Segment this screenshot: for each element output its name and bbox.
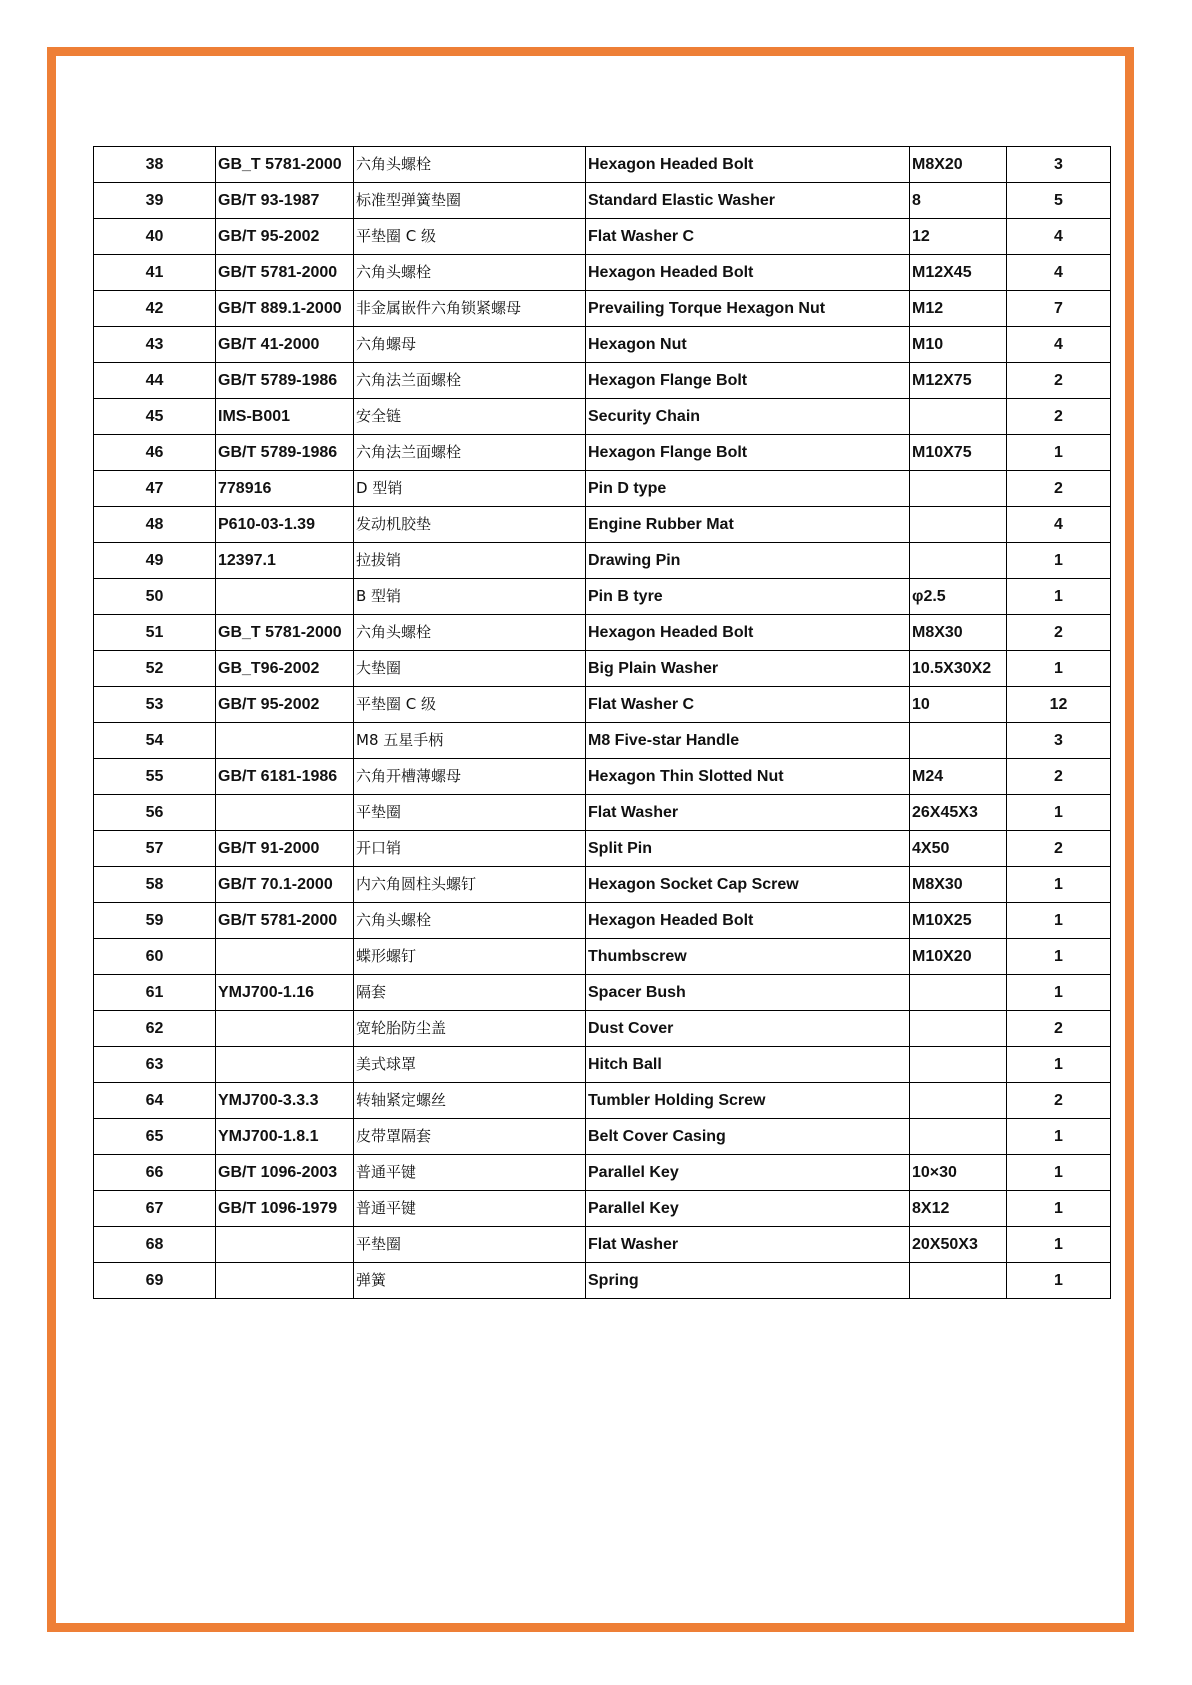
table-row [94,255,1111,291]
standard-code-cell: GB_T96-2002 [216,651,354,687]
standard-code-cell: GB/T 95-2002 [216,687,354,723]
table-row [94,543,1111,579]
english-name-cell: Hexagon Thin Slotted Nut [586,759,910,795]
english-name-cell: Hexagon Flange Bolt [586,435,910,471]
item-number-cell: 67 [94,1191,216,1227]
quantity-cell: 1 [1007,795,1111,831]
table-row [94,1191,1111,1227]
standard-code-cell: GB/T 95-2002 [216,219,354,255]
english-name-cell: Belt Cover Casing [586,1119,910,1155]
quantity-cell: 1 [1007,1155,1111,1191]
quantity-cell: 1 [1007,1263,1111,1299]
item-number-cell: 56 [94,795,216,831]
standard-code-cell: GB/T 5781-2000 [216,255,354,291]
english-name-cell: Hexagon Flange Bolt [586,363,910,399]
quantity-cell: 1 [1007,1119,1111,1155]
table-row [94,507,1111,543]
specification-cell: M10X75 [910,435,1007,471]
item-number-cell: 42 [94,291,216,327]
table-row [94,1047,1111,1083]
table-row [94,759,1111,795]
english-name-cell: Hexagon Headed Bolt [586,903,910,939]
quantity-cell: 2 [1007,759,1111,795]
chinese-name-cell: 六角头螺栓 [354,255,586,291]
quantity-cell: 1 [1007,543,1111,579]
table-row [94,399,1111,435]
specification-cell: 10.5X30X2 [910,651,1007,687]
quantity-cell: 1 [1007,1191,1111,1227]
specification-cell: M10 [910,327,1007,363]
item-number-cell: 54 [94,723,216,759]
english-name-cell: Spacer Bush [586,975,910,1011]
item-number-cell: 43 [94,327,216,363]
quantity-cell: 2 [1007,471,1111,507]
table-row [94,1119,1111,1155]
table-row [94,1155,1111,1191]
table-row [94,939,1111,975]
item-number-cell: 50 [94,579,216,615]
parts-table [93,146,1111,1299]
specification-cell [910,471,1007,507]
english-name-cell: Security Chain [586,399,910,435]
standard-code-cell: GB/T 41-2000 [216,327,354,363]
specification-cell: M10X20 [910,939,1007,975]
table-row [94,903,1111,939]
specification-cell: 8X12 [910,1191,1007,1227]
standard-code-cell: GB/T 1096-1979 [216,1191,354,1227]
standard-code-cell [216,1011,354,1047]
quantity-cell: 2 [1007,399,1111,435]
quantity-cell: 5 [1007,183,1111,219]
item-number-cell: 62 [94,1011,216,1047]
chinese-name-cell: 美式球罩 [354,1047,586,1083]
standard-code-cell: YMJ700-1.16 [216,975,354,1011]
english-name-cell: Pin D type [586,471,910,507]
quantity-cell: 1 [1007,1227,1111,1263]
quantity-cell: 1 [1007,435,1111,471]
item-number-cell: 59 [94,903,216,939]
chinese-name-cell: 标准型弹簧垫圈 [354,183,586,219]
item-number-cell: 40 [94,219,216,255]
item-number-cell: 48 [94,507,216,543]
chinese-name-cell: 弹簧 [354,1263,586,1299]
chinese-name-cell: 六角头螺栓 [354,615,586,651]
quantity-cell: 2 [1007,1011,1111,1047]
table-row [94,687,1111,723]
specification-cell [910,1011,1007,1047]
chinese-name-cell: 拉拔销 [354,543,586,579]
item-number-cell: 66 [94,1155,216,1191]
quantity-cell: 4 [1007,219,1111,255]
item-number-cell: 64 [94,1083,216,1119]
chinese-name-cell: 非金属嵌件六角锁紧螺母 [354,291,586,327]
chinese-name-cell: M8 五星手柄 [354,723,586,759]
chinese-name-cell: 六角开槽薄螺母 [354,759,586,795]
quantity-cell: 2 [1007,363,1111,399]
specification-cell: φ2.5 [910,579,1007,615]
table-row [94,867,1111,903]
table-row [94,363,1111,399]
table-row [94,615,1111,651]
standard-code-cell [216,1263,354,1299]
table-row [94,795,1111,831]
chinese-name-cell: 普通平键 [354,1191,586,1227]
table-row [94,579,1111,615]
standard-code-cell: YMJ700-1.8.1 [216,1119,354,1155]
standard-code-cell: GB/T 93-1987 [216,183,354,219]
table-row [94,183,1111,219]
quantity-cell: 4 [1007,507,1111,543]
table-row [94,327,1111,363]
standard-code-cell: P610-03-1.39 [216,507,354,543]
chinese-name-cell: 平垫圈 C 级 [354,687,586,723]
item-number-cell: 39 [94,183,216,219]
quantity-cell: 1 [1007,939,1111,975]
item-number-cell: 45 [94,399,216,435]
english-name-cell: Big Plain Washer [586,651,910,687]
item-number-cell: 53 [94,687,216,723]
item-number-cell: 69 [94,1263,216,1299]
item-number-cell: 49 [94,543,216,579]
specification-cell [910,507,1007,543]
english-name-cell: Hitch Ball [586,1047,910,1083]
chinese-name-cell: 六角法兰面螺栓 [354,435,586,471]
quantity-cell: 1 [1007,903,1111,939]
standard-code-cell: 778916 [216,471,354,507]
quantity-cell: 1 [1007,651,1111,687]
standard-code-cell: GB/T 70.1-2000 [216,867,354,903]
table-row [94,975,1111,1011]
english-name-cell: Hexagon Headed Bolt [586,615,910,651]
quantity-cell: 1 [1007,579,1111,615]
quantity-cell: 4 [1007,327,1111,363]
item-number-cell: 47 [94,471,216,507]
english-name-cell: Spring [586,1263,910,1299]
chinese-name-cell: 平垫圈 [354,795,586,831]
english-name-cell: Prevailing Torque Hexagon Nut [586,291,910,327]
specification-cell [910,1047,1007,1083]
specification-cell: M8X20 [910,147,1007,183]
standard-code-cell: GB/T 5789-1986 [216,435,354,471]
specification-cell: 4X50 [910,831,1007,867]
english-name-cell: Hexagon Headed Bolt [586,255,910,291]
english-name-cell: Flat Washer C [586,687,910,723]
specification-cell: 8 [910,183,1007,219]
chinese-name-cell: 宽轮胎防尘盖 [354,1011,586,1047]
standard-code-cell: GB/T 5789-1986 [216,363,354,399]
specification-cell [910,1119,1007,1155]
standard-code-cell [216,939,354,975]
table-row [94,651,1111,687]
chinese-name-cell: 平垫圈 C 级 [354,219,586,255]
item-number-cell: 63 [94,1047,216,1083]
quantity-cell: 12 [1007,687,1111,723]
english-name-cell: Flat Washer [586,795,910,831]
item-number-cell: 44 [94,363,216,399]
specification-cell: 20X50X3 [910,1227,1007,1263]
standard-code-cell: GB/T 5781-2000 [216,903,354,939]
item-number-cell: 57 [94,831,216,867]
english-name-cell: Hexagon Socket Cap Screw [586,867,910,903]
specification-cell: M10X25 [910,903,1007,939]
specification-cell: 10 [910,687,1007,723]
standard-code-cell [216,1047,354,1083]
english-name-cell: Flat Washer [586,1227,910,1263]
english-name-cell: Parallel Key [586,1191,910,1227]
quantity-cell: 1 [1007,867,1111,903]
specification-cell: 12 [910,219,1007,255]
table-row [94,1011,1111,1047]
english-name-cell: Flat Washer C [586,219,910,255]
english-name-cell: Parallel Key [586,1155,910,1191]
standard-code-cell [216,1227,354,1263]
specification-cell: 10×30 [910,1155,1007,1191]
standard-code-cell: GB/T 889.1-2000 [216,291,354,327]
chinese-name-cell: 六角头螺栓 [354,147,586,183]
chinese-name-cell: 内六角圆柱头螺钉 [354,867,586,903]
table-row [94,1263,1111,1299]
table-row [94,1083,1111,1119]
chinese-name-cell: 安全链 [354,399,586,435]
item-number-cell: 52 [94,651,216,687]
quantity-cell: 1 [1007,1047,1111,1083]
specification-cell [910,1263,1007,1299]
standard-code-cell [216,723,354,759]
specification-cell [910,1083,1007,1119]
standard-code-cell: GB_T 5781-2000 [216,615,354,651]
english-name-cell: M8 Five-star Handle [586,723,910,759]
item-number-cell: 38 [94,147,216,183]
chinese-name-cell: 转轴紧定螺丝 [354,1083,586,1119]
table-row [94,219,1111,255]
item-number-cell: 41 [94,255,216,291]
chinese-name-cell: 隔套 [354,975,586,1011]
specification-cell: M12X75 [910,363,1007,399]
chinese-name-cell: 六角螺母 [354,327,586,363]
quantity-cell: 2 [1007,831,1111,867]
quantity-cell: 1 [1007,975,1111,1011]
quantity-cell: 3 [1007,147,1111,183]
item-number-cell: 51 [94,615,216,651]
item-number-cell: 58 [94,867,216,903]
quantity-cell: 2 [1007,615,1111,651]
specification-cell: 26X45X3 [910,795,1007,831]
quantity-cell: 7 [1007,291,1111,327]
standard-code-cell: 12397.1 [216,543,354,579]
item-number-cell: 65 [94,1119,216,1155]
chinese-name-cell: B 型销 [354,579,586,615]
specification-cell [910,723,1007,759]
english-name-cell: Standard Elastic Washer [586,183,910,219]
item-number-cell: 68 [94,1227,216,1263]
table-row [94,471,1111,507]
chinese-name-cell: 蝶形螺钉 [354,939,586,975]
chinese-name-cell: 普通平键 [354,1155,586,1191]
quantity-cell: 4 [1007,255,1111,291]
standard-code-cell: GB_T 5781-2000 [216,147,354,183]
quantity-cell: 3 [1007,723,1111,759]
chinese-name-cell: 大垫圈 [354,651,586,687]
standard-code-cell: GB/T 91-2000 [216,831,354,867]
quantity-cell: 2 [1007,1083,1111,1119]
chinese-name-cell: D 型销 [354,471,586,507]
item-number-cell: 61 [94,975,216,1011]
english-name-cell: Pin B tyre [586,579,910,615]
standard-code-cell: GB/T 1096-2003 [216,1155,354,1191]
english-name-cell: Tumbler Holding Screw [586,1083,910,1119]
item-number-cell: 60 [94,939,216,975]
chinese-name-cell: 平垫圈 [354,1227,586,1263]
specification-cell: M12X45 [910,255,1007,291]
specification-cell: M24 [910,759,1007,795]
standard-code-cell: GB/T 6181-1986 [216,759,354,795]
specification-cell [910,399,1007,435]
item-number-cell: 46 [94,435,216,471]
chinese-name-cell: 皮带罩隔套 [354,1119,586,1155]
english-name-cell: Hexagon Headed Bolt [586,147,910,183]
chinese-name-cell: 六角法兰面螺栓 [354,363,586,399]
english-name-cell: Drawing Pin [586,543,910,579]
chinese-name-cell: 六角头螺栓 [354,903,586,939]
chinese-name-cell: 开口销 [354,831,586,867]
english-name-cell: Hexagon Nut [586,327,910,363]
specification-cell [910,543,1007,579]
standard-code-cell [216,795,354,831]
standard-code-cell [216,579,354,615]
specification-cell: M8X30 [910,867,1007,903]
table-row [94,723,1111,759]
specification-cell: M12 [910,291,1007,327]
standard-code-cell: IMS-B001 [216,399,354,435]
parts-table-body [94,147,1111,1299]
english-name-cell: Engine Rubber Mat [586,507,910,543]
table-row [94,291,1111,327]
table-row [94,831,1111,867]
english-name-cell: Dust Cover [586,1011,910,1047]
english-name-cell: Split Pin [586,831,910,867]
specification-cell [910,975,1007,1011]
table-row [94,147,1111,183]
specification-cell: M8X30 [910,615,1007,651]
table-row [94,435,1111,471]
item-number-cell: 55 [94,759,216,795]
chinese-name-cell: 发动机胶垫 [354,507,586,543]
table-row [94,1227,1111,1263]
english-name-cell: Thumbscrew [586,939,910,975]
standard-code-cell: YMJ700-3.3.3 [216,1083,354,1119]
